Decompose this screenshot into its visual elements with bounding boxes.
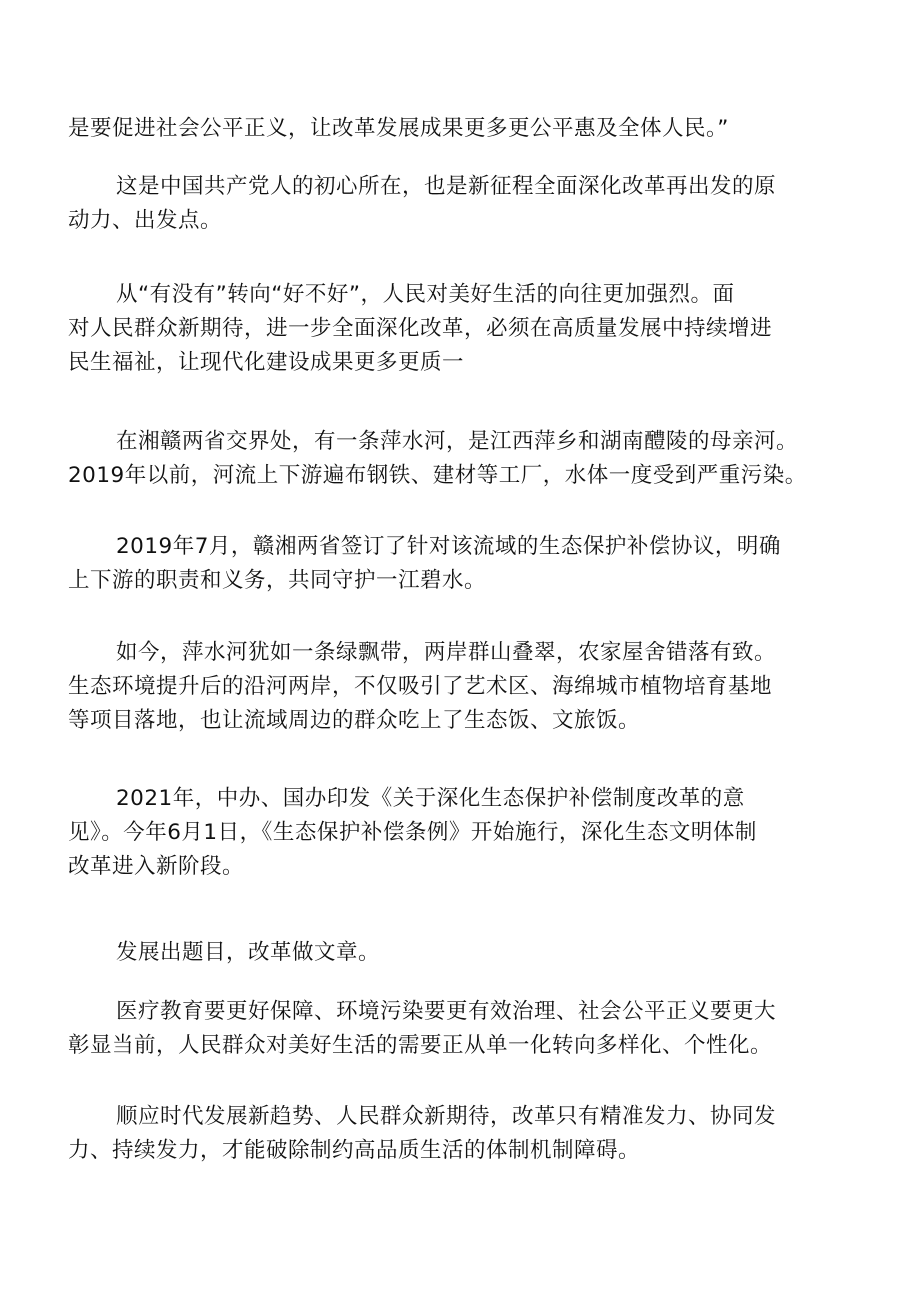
text-line: 发展出题目，改革做文章。 bbox=[116, 940, 381, 965]
text-line: 改革进入新阶段。 bbox=[68, 854, 245, 879]
paragraph-6 bbox=[68, 636, 852, 738]
text-line: 民生福祉，让现代化建设成果更多更质一 bbox=[68, 350, 465, 375]
paragraph-1 bbox=[68, 112, 852, 146]
text-line: 见》。今年6月1日，《生态保护补偿条例》开始施行，深化生态文明体制 bbox=[68, 820, 757, 845]
text-line: 上下游的职责和义务，共同守护一江碧水。 bbox=[68, 568, 487, 593]
text-line: 顺应时代发展新趋势、人民群众新期待，改革只有精准发力、协同发 bbox=[116, 1104, 777, 1129]
paragraph-9 bbox=[68, 995, 852, 1063]
text-line: 2021年，中办、国办印发《关于深化生态保护补偿制度改革的意 bbox=[116, 786, 745, 811]
text-line: 如今，萍水河犹如一条绿飘带，两岸群山叠翠，农家屋舍错落有致。 bbox=[116, 640, 777, 665]
text-line: 是要促进社会公平正义，让改革发展成果更多更公平惠及全体人民。” bbox=[68, 116, 729, 141]
text-line: 对人民群众新期待，进一步全面深化改革，必须在高质量发展中持续增进 bbox=[68, 316, 773, 341]
text-line: 动力、出发点。 bbox=[68, 208, 223, 233]
paragraph-7 bbox=[68, 782, 852, 884]
text-line: 医疗教育要更好保障、环境污染要更有效治理、社会公平正义要更大 bbox=[116, 999, 777, 1024]
text-line: 在湘赣两省交界处，有一条萍水河，是江西萍乡和湖南醴陵的母亲河。 bbox=[116, 429, 799, 454]
paragraph-3 bbox=[68, 278, 852, 380]
paragraph-8 bbox=[68, 936, 852, 970]
paragraph-4 bbox=[68, 425, 852, 493]
paragraph-5 bbox=[68, 530, 852, 598]
text-line: 力、持续发力，才能破除制约高品质生活的体制机制障碍。 bbox=[68, 1138, 641, 1163]
text-line: 从“有没有”转向“好不好”，人民对美好生活的向往更加强烈。面 bbox=[116, 282, 735, 307]
text-line: 2019年以前，河流上下游遍布钢铁、建材等工厂，水体一度受到严重污染。 bbox=[68, 463, 807, 488]
text-line: 彰显当前，人民群众对美好生活的需要正从单一化转向多样化、个性化。 bbox=[68, 1033, 773, 1058]
text-line: 2019年7月，赣湘两省签订了针对该流域的生态保护补偿协议，明确 bbox=[116, 534, 781, 559]
paragraph-10 bbox=[68, 1100, 852, 1168]
paragraph-2 bbox=[68, 170, 852, 238]
text-line: 等项目落地，也让流域周边的群众吃上了生态饭、文旅饭。 bbox=[68, 708, 641, 733]
text-line: 这是中国共产党人的初心所在，也是新征程全面深化改革再出发的原 bbox=[116, 174, 777, 199]
text-line: 生态环境提升后的沿河两岸，不仅吸引了艺术区、海绵城市植物培育基地 bbox=[68, 674, 773, 699]
